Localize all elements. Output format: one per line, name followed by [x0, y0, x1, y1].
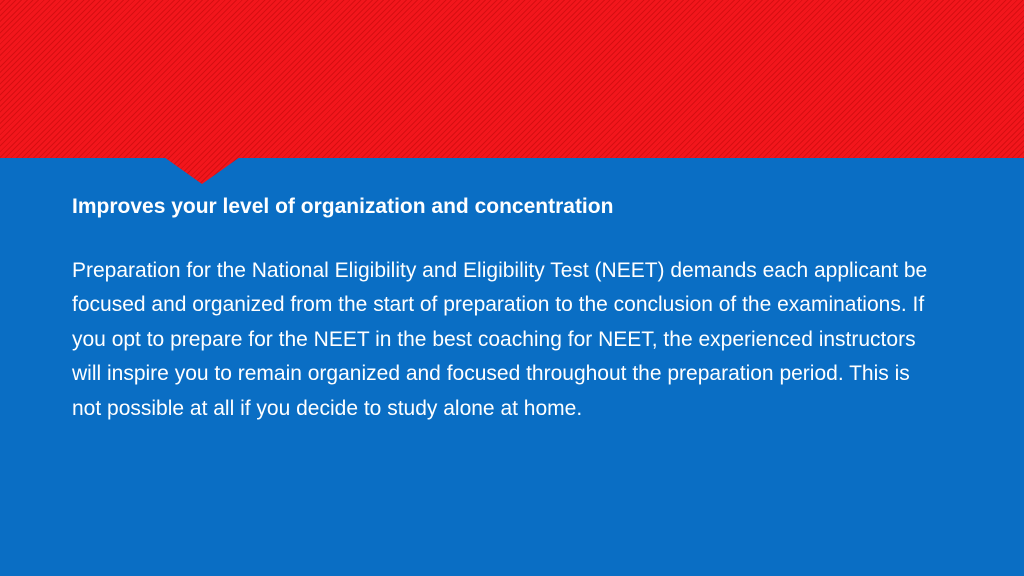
slide-content: [72, 193, 932, 426]
slide-heading: Improves your level of organization and concentration: [72, 195, 614, 218]
header-notch: [164, 157, 240, 184]
slide-body-text: Preparation for the National Eligibility and Eligibility Test (NEET) demands each applicant be focused and organized from the start of preparation to the conclusion of the examinations. If you opt to prepare for the NEET in the best coaching for NEET, the experienced instructors will inspire you to remain organized and focused throughout the preparation period. This is not possible at all if you decide to study alone at home.: [72, 259, 928, 420]
header-band: [0, 0, 1024, 158]
